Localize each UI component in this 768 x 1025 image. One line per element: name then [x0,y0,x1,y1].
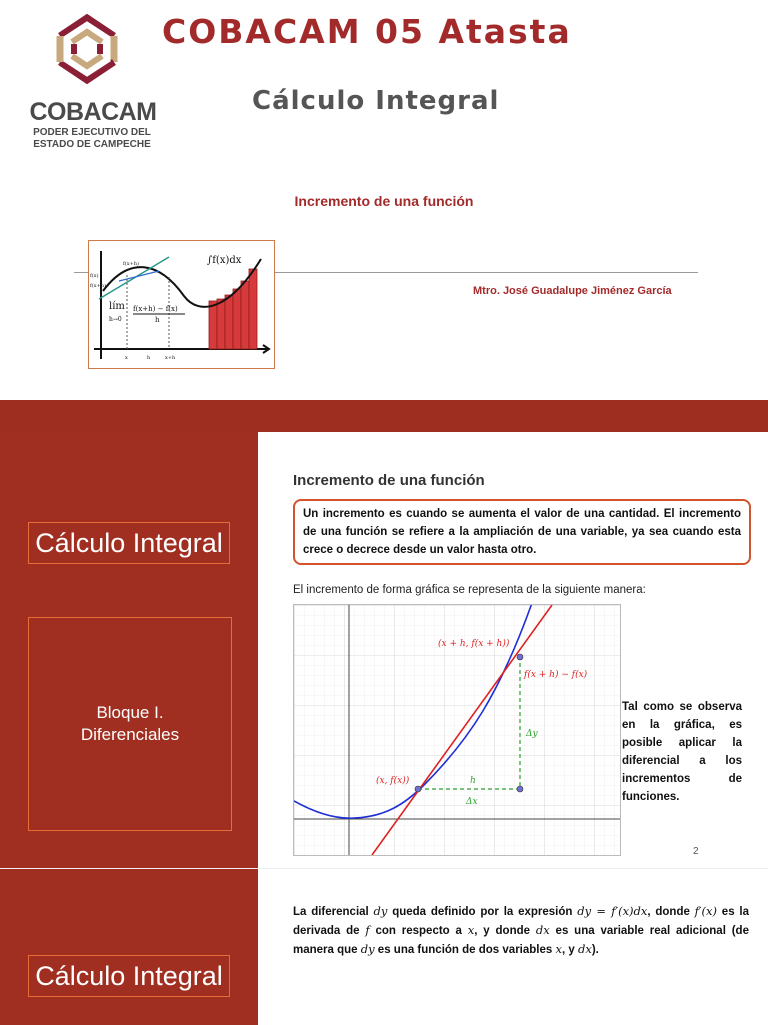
math-dy: dy [373,904,388,918]
panel-subject-title-2: Cálculo Integral [28,955,230,997]
graph-explanation: Tal como se observa en la gráfica, es posible aplicar la diferencial a los incrementos de funciones. [622,701,742,803]
text-part: , donde [647,906,695,918]
logo-subtitle-line2: ESTADO DE CAMPECHE [33,139,151,150]
differential-slide [0,868,768,1025]
sketch-tangent-label: f(x+h) [123,261,139,267]
label-upper-point: (x + h, f(x + h)) [438,639,510,649]
text-part: es una variable real adicional (de manera que [293,925,749,956]
increment-graph [293,604,621,856]
label-dy: Δy [526,729,538,739]
calculus-sketch-image [88,240,275,369]
content-slide [0,432,768,868]
corner-point [517,786,523,792]
subject-title: Cálculo Integral [252,86,500,116]
title-slide [0,0,768,400]
sketch-fraction-den: h [155,316,160,324]
sketch-fraction-num: f(x+h) − f(x) [133,305,178,313]
upper-point [517,654,523,660]
logo-wordmark: COBACAM [29,98,157,126]
math-dy-2: dy [360,942,375,956]
math-dx-2: dx [577,942,592,956]
label-h: h [470,776,476,786]
left-panel [0,432,258,868]
label-dx: Δx [466,797,478,807]
slide-separator-band [0,400,768,432]
text-part: ). [591,944,599,956]
math-f: f [365,923,370,937]
logo-subtitle-line1: PODER EJECUTIVO DEL [33,127,151,138]
math-x: x [467,923,475,937]
slide-title: COBACAM 05 Atasta [162,12,572,51]
differential-definition [293,902,749,959]
graph-lead-text: El incremento de forma gráfica se representa de la siguiente manera: [293,584,646,596]
section-heading: Incremento de una función [293,472,485,489]
bloque-name: Diferenciales [80,725,180,744]
label-diff: f(x + h) − f(x) [524,670,588,680]
lower-point [415,786,421,792]
text-part: La diferencial [293,906,374,918]
sketch-y-label-1: f(x) [90,273,99,279]
text-part: , y [561,944,578,956]
label-lower-point: (x, f(x)) [376,776,410,786]
author-name: Mtro. José Guadalupe Jiménez García [473,285,672,297]
sketch-tick-xh: x+h [165,355,176,361]
sketch-tick-h: h [147,355,151,361]
sketch-limit-label: lím [109,301,125,312]
text-part: queda definido por la expresión [387,906,578,918]
math-expression: dy = f′(x)dx [577,904,648,918]
left-panel-2 [0,869,258,1025]
text-part: con respecto a [369,925,468,937]
text-part: es una función de dos variables [374,944,556,956]
topic-title: Incremento de una función [294,193,474,209]
bloque-box [28,617,232,831]
sketch-y-label-2: f(x+h) [90,283,106,289]
panel-subject-title: Cálculo Integral [28,522,230,564]
definition-box: Un incremento es cuando se aumenta el valor de una cantidad. El incremento de una función se refiere a la ampliación de una variable, ya sea cuando esta crece o decrece desde un valor hasta otro. [293,499,751,565]
bloque-number: Bloque I. [96,703,164,722]
text-part: es la derivada de [293,906,749,937]
math-dx: dx [535,923,550,937]
math-derivative: f′(x) [694,904,717,918]
math-x-2: x [555,942,562,956]
cobacam-logo-icon [50,6,125,92]
sketch-limit-sub: h→0 [109,316,122,323]
sketch-integral-label: ∫f(x)dx [207,255,242,266]
text-part: , y donde [474,925,536,937]
sketch-tick-x: x [125,355,128,361]
page-number: 2 [693,846,699,857]
